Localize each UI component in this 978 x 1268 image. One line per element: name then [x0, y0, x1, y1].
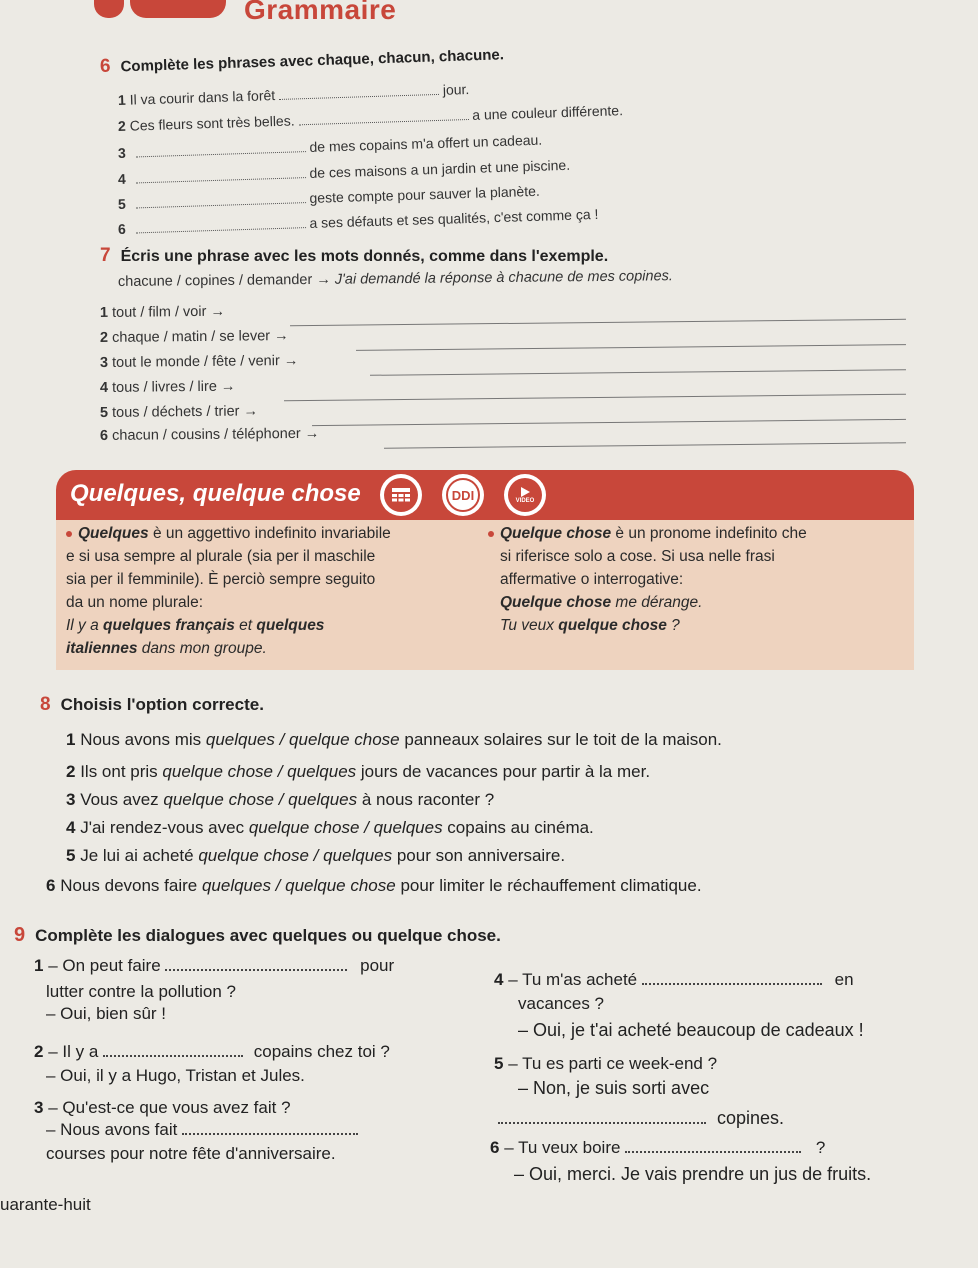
text: sia per il femminile). È perciò sempre seguito — [66, 571, 376, 588]
bullet-icon — [66, 531, 72, 537]
answer-blank[interactable] — [136, 151, 306, 157]
example — [66, 637, 391, 660]
option-choice[interactable]: quelque chose / quelques — [248, 818, 443, 837]
item-text-after: a une couleur différente. — [472, 102, 624, 123]
item-number: 2 — [117, 117, 127, 134]
dialogue-text: – Qu'est-ce que vous avez fait ? — [48, 1098, 291, 1117]
text: Quelque chose — [500, 594, 612, 611]
text: da un nome plurale: — [66, 594, 204, 611]
term: Quelque chose — [500, 525, 612, 542]
ex7-heading — [100, 245, 608, 267]
text: Tu veux — [500, 617, 559, 634]
chapter-title: Grammaire — [244, 0, 397, 25]
option-choice[interactable]: quelques / quelque chose — [205, 730, 400, 749]
answer-blank[interactable] — [136, 177, 306, 183]
ex6-item-3 — [118, 132, 543, 161]
dialogue-text: en — [834, 970, 854, 989]
item-text: Vous avez — [80, 790, 164, 809]
item-number: 3 — [117, 144, 127, 161]
ex8-heading — [40, 694, 264, 716]
item-number: 1 — [34, 956, 44, 975]
text: è un pronome indefinito che — [611, 525, 807, 542]
ex7-item-2 — [100, 328, 289, 346]
ex6-item-4 — [118, 157, 571, 187]
ex7-example — [118, 268, 673, 290]
item-text: copains au cinéma. — [442, 818, 594, 837]
answer-blank[interactable] — [299, 119, 469, 125]
item-words: tout / film / voir — [112, 303, 207, 321]
option-choice[interactable]: quelques / quelque chose — [201, 876, 396, 895]
ddi-icon: DDI — [446, 478, 480, 512]
item-number: 4 — [66, 818, 76, 837]
answer-line[interactable] — [356, 344, 906, 351]
answer-line[interactable] — [290, 319, 906, 326]
item-text-after: jour. — [442, 80, 470, 98]
text: quelques français — [103, 617, 235, 634]
item-text: à nous raconter ? — [357, 790, 495, 809]
ex8-item-1 — [66, 730, 722, 750]
item-number: 5 — [117, 195, 127, 212]
dialogue-text: ? — [815, 1138, 826, 1157]
video-icon — [508, 478, 542, 512]
answer-blank[interactable] — [182, 1133, 358, 1135]
item-number: 4 — [117, 170, 127, 187]
item-words: chacun / cousins / téléphoner — [112, 425, 301, 444]
video-button[interactable] — [504, 474, 546, 516]
grammar-right-column — [488, 522, 807, 637]
ex8-number: 8 — [40, 694, 51, 715]
ex7-item-1 — [100, 304, 225, 321]
example-words: chacune / copines / demander — [117, 271, 313, 290]
item-text: pour limiter le réchauffement climatique. — [395, 876, 702, 895]
item-number: 4 — [99, 379, 109, 396]
ex7-item-3 — [100, 353, 298, 371]
header-decoration-dot — [94, 0, 124, 18]
bullet-icon — [488, 531, 494, 537]
dialogue-3-line-3: courses pour notre fête d'anniversaire. — [46, 1144, 336, 1163]
dialogue-1-line-3: – Oui, bien sûr ! — [46, 1004, 167, 1023]
dialogue-text: – Tu es parti ce week-end ? — [508, 1054, 718, 1073]
item-text: panneaux solaires sur le toit de la maison. — [399, 730, 722, 749]
item-number: 3 — [99, 354, 109, 371]
answer-line[interactable] — [384, 442, 906, 448]
text: ? — [666, 617, 680, 634]
text: Il y a — [66, 617, 104, 634]
answer-blank[interactable] — [103, 1055, 243, 1057]
item-number: 6 — [490, 1138, 500, 1157]
ex7-instruction: Écris une phrase avec les mots donnés, comme dans l'exemple. — [120, 248, 609, 265]
item-words: tous / déchets / trier — [112, 403, 240, 421]
dialogue-5-line-3 — [498, 1108, 784, 1129]
item-text: jours de vacances pour partir à la mer. — [356, 762, 651, 781]
item-text-before: Il va courir dans la forêt — [129, 87, 276, 108]
example — [488, 614, 807, 637]
ex6-number: 6 — [99, 55, 111, 77]
item-number: 2 — [99, 329, 109, 346]
ddi-button[interactable] — [442, 474, 484, 516]
dialogue-5-line-1 — [494, 1054, 717, 1074]
arrow-icon: → — [210, 303, 225, 320]
text: italiennes — [66, 640, 138, 657]
answer-blank[interactable] — [165, 969, 347, 971]
ex6-item-2 — [118, 102, 623, 134]
answer-line[interactable] — [312, 419, 906, 426]
example — [488, 591, 807, 614]
item-number: 2 — [34, 1042, 44, 1061]
item-text: Nous avons mis — [80, 730, 206, 749]
item-text: Ils ont pris — [80, 762, 163, 781]
item-text-before: Ces fleurs sont très belles. — [129, 112, 295, 134]
item-number: 5 — [494, 1054, 504, 1073]
answer-line[interactable] — [370, 369, 906, 376]
item-number: 3 — [66, 790, 76, 809]
text: quelques — [256, 617, 325, 634]
item-number: 3 — [34, 1098, 44, 1117]
page-number: uarante-huit — [0, 1195, 91, 1214]
dialogue-1-line-2: lutter contre la pollution ? — [46, 982, 236, 1001]
dialogue-text: copines. — [717, 1108, 785, 1128]
example-answer: J'ai demandé la réponse à chacune de mes copines. — [334, 268, 673, 288]
ex9-number: 9 — [14, 924, 26, 946]
item-number: 6 — [46, 876, 56, 895]
text: et — [234, 617, 257, 634]
table-icon — [384, 478, 418, 512]
item-text-after: a ses défauts et ses qualités, c'est comme ça ! — [309, 205, 599, 231]
item-number: 1 — [99, 304, 109, 321]
item-text: pour son anniversaire. — [392, 846, 566, 865]
ex8-item-6 — [46, 876, 702, 896]
answer-blank[interactable] — [136, 227, 306, 233]
grammar-box-title: Quelques, quelque chose — [70, 480, 361, 507]
item-number: 5 — [99, 404, 109, 421]
answer-blank[interactable] — [498, 1122, 706, 1124]
item-number: 4 — [494, 970, 504, 989]
video-label: VIDEO — [515, 497, 535, 504]
dialogue-6-line-1 — [490, 1138, 825, 1158]
header-decoration-bar — [130, 0, 226, 18]
arrow-icon: → — [243, 403, 259, 420]
dialogue-3-line-1 — [34, 1098, 291, 1118]
item-text: Je lui ai acheté — [80, 846, 199, 865]
dialogue-text: – Tu m'as acheté — [508, 970, 638, 989]
text: si riferisce solo a cose. Si usa nelle frasi — [500, 548, 775, 565]
arrow-icon: → — [283, 352, 299, 370]
dialogue-2-line-2: – Oui, il y a Hugo, Tristan et Jules. — [46, 1066, 305, 1085]
option-choice[interactable]: quelque chose / quelques — [162, 762, 357, 781]
option-choice[interactable]: quelque chose / quelques — [198, 846, 393, 865]
ex6-item-1 — [118, 81, 470, 108]
ex8-item-3 — [66, 790, 494, 810]
dialogue-6-line-2: – Oui, merci. Je vais prendre un jus de fruits. — [514, 1164, 872, 1184]
item-text-after: de ces maisons a un jardin et une piscine. — [309, 156, 571, 181]
item-number: 5 — [66, 846, 76, 865]
item-words: tous / livres / lire — [112, 378, 217, 396]
text: e si usa sempre al plurale (sia per il maschile — [66, 548, 376, 565]
ex8-item-2 — [66, 762, 650, 782]
ex9-heading — [14, 924, 501, 947]
ex7-item-4 — [100, 379, 236, 396]
item-words: tout le monde / fête / venir — [112, 353, 280, 371]
dialogue-4-line-3: – Oui, je t'ai acheté beaucoup de cadeaux ! — [518, 1020, 864, 1040]
answer-blank[interactable] — [625, 1151, 801, 1153]
item-number: 1 — [66, 730, 76, 749]
dialogue-1-line-1 — [34, 956, 394, 976]
dialogue-text: – Nous avons fait — [46, 1120, 178, 1139]
item-number: 6 — [99, 427, 109, 444]
dialogue-2-line-1 — [34, 1042, 390, 1062]
grammar-table-icon[interactable] — [380, 474, 422, 516]
arrow-icon: → — [304, 425, 320, 442]
ex8-instruction: Choisis l'option correcte. — [60, 695, 264, 714]
arrow-icon: → — [316, 271, 331, 288]
arrow-icon: → — [274, 328, 289, 345]
item-text: J'ai rendez-vous avec — [80, 818, 249, 837]
term: Quelques — [78, 525, 149, 542]
ex9-instruction: Complète les dialogues avec quelques ou quelque chose. — [35, 926, 501, 945]
item-words: chaque / matin / se lever — [112, 328, 271, 346]
ex6-item-5 — [118, 183, 540, 212]
dialogue-text: – Tu veux boire — [504, 1138, 621, 1157]
example — [66, 614, 391, 637]
grammar-left-column — [66, 522, 391, 660]
ex7-item-6 — [100, 426, 319, 444]
item-number: 6 — [117, 220, 127, 237]
arrow-icon: → — [220, 378, 236, 395]
text: me dérange. — [611, 594, 703, 611]
text: dans mon groupe. — [137, 640, 267, 657]
ex6-item-6 — [118, 206, 599, 237]
ex6-instruction: Complète les phrases avec chaque, chacun, chacune. — [120, 46, 505, 76]
ex6-heading — [100, 43, 505, 78]
dialogue-text: copains chez toi ? — [253, 1042, 390, 1061]
dialogue-text: pour — [360, 956, 395, 975]
text: quelque chose — [558, 617, 667, 634]
answer-blank[interactable] — [279, 94, 439, 100]
option-choice[interactable]: quelque chose / quelques — [163, 790, 358, 809]
ex7-item-5 — [100, 403, 258, 421]
answer-blank[interactable] — [136, 202, 306, 208]
item-text-after: geste compte pour sauver la planète. — [309, 182, 540, 206]
dialogue-3-line-2 — [46, 1120, 358, 1140]
item-text-after: de mes copains m'a offert un cadeau. — [309, 131, 543, 155]
dialogue-text: – On peut faire — [48, 956, 161, 975]
dialogue-4-line-2: vacances ? — [518, 994, 604, 1013]
dialogue-5-line-2: – Non, je suis sorti avec — [518, 1078, 710, 1098]
item-number: 1 — [117, 91, 127, 108]
ex8-item-5 — [66, 846, 565, 866]
dialogue-4-line-1 — [494, 970, 854, 990]
text: è un aggettivo indefinito invariabile — [148, 525, 391, 542]
answer-line[interactable] — [284, 394, 906, 402]
item-text: Nous devons faire — [60, 876, 202, 895]
answer-blank[interactable] — [642, 983, 822, 985]
text: affermative o interrogative: — [500, 571, 684, 588]
ex7-number: 7 — [100, 245, 111, 266]
item-number: 2 — [66, 762, 76, 781]
ex8-item-4 — [66, 818, 594, 838]
dialogue-text: – Il y a — [48, 1042, 99, 1061]
